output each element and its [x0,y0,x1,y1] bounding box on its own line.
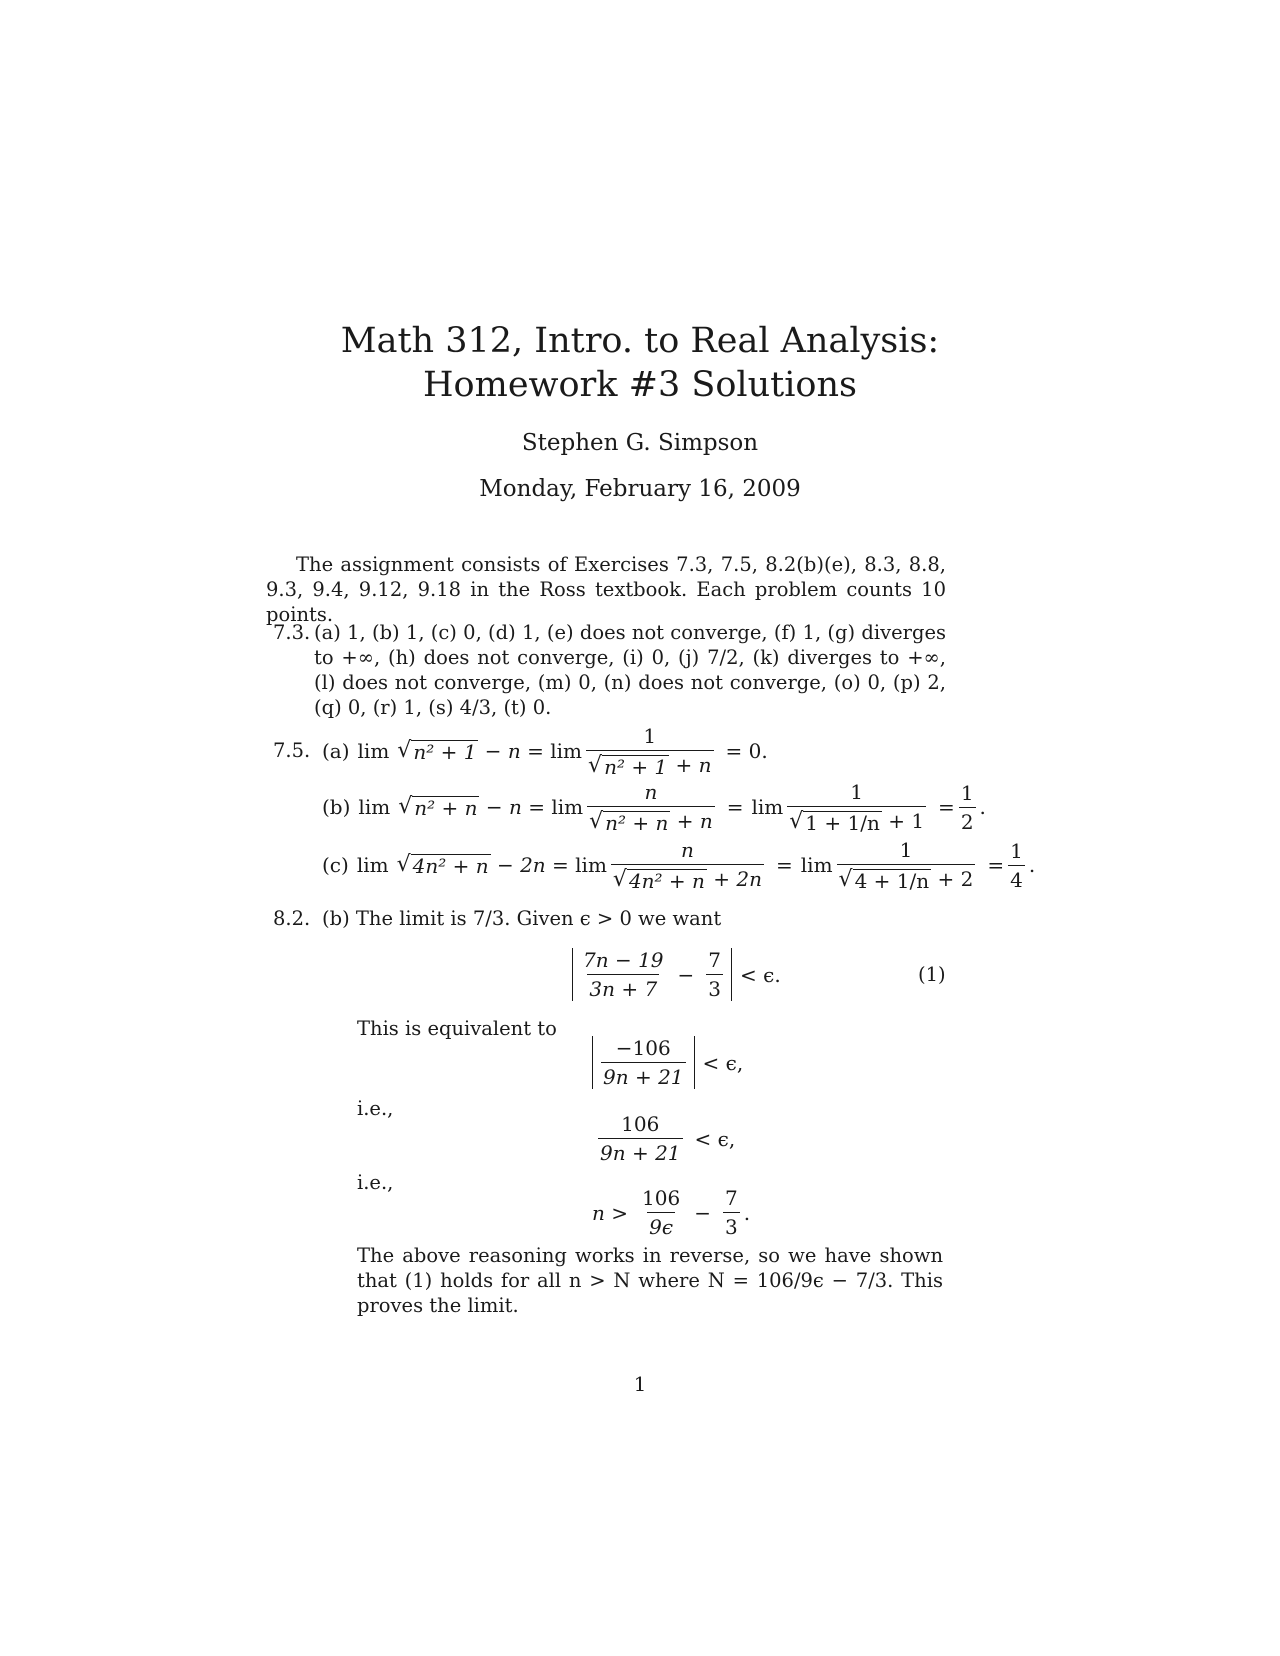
fraction: 1 √ 1 + 1/n + 1 [789,780,925,835]
equals: = [726,795,744,819]
equation-1 [572,948,781,1001]
equals: = [938,795,955,819]
lim-label: lim [551,795,584,819]
ex-7-5-b [322,780,986,834]
expr-rest: − 2n = [490,853,576,877]
ie-text-1: i.e., [357,1097,394,1120]
ex-7-5-c-tag: (c) [322,853,349,877]
fraction: n √ n² + n + n [589,780,713,835]
title-line-1: Math 312, Intro. to Real Analysis: [340,321,940,361]
page-number: 1 [633,1372,647,1396]
rhs: < ϵ. [740,962,781,987]
rhs: < ϵ, [694,1126,736,1151]
title-line-2: Homework #3 Solutions [423,365,857,405]
fraction: $\frac{1}{2}$ [960,780,974,834]
expr-rest: − n = [478,739,551,763]
lhs: n > [592,1200,628,1225]
fraction: $\frac{1}{4}$ [1010,838,1023,892]
ex-7-3-text: (a) 1, (b) 1, (c) 0, (d) 1, (e) does not converge, (f) 1, (g) diverges to +∞, (h) does not converge, (i) 0, (j) 7/2, (k) diverges to +∞, (l) does not converge, (m) 0, (n) does not converge, (o) 0, (p) 2, (q) 0, (r) 1, (s) 4/3, (t) 0. [314,621,946,719]
lim-label: lim [356,853,389,877]
ex-7-5-b-tag: (b) [322,795,351,819]
ie-text-2: i.e., [357,1171,394,1194]
ex-7-5-a [322,724,768,778]
absolute-value: $\frac{7n - 19}{3n + 7}$ − $\frac{7}{3}$ [572,948,732,1001]
expr-rest: − n = [479,795,552,819]
lim-label: lim [575,853,607,877]
sqrt-expression: √ n² + n [398,793,478,820]
lim-label: lim [751,795,784,819]
fraction: 1 √ n² + 1 + n [588,724,712,779]
equivalent-text: This is equivalent to [357,1017,557,1040]
intro-paragraph: The assignment consists of Exercises 7.3, 7.5, 8.2(b)(e), 8.3, 8.8, 9.3, 9.4, 9.12, 9.18 in the Ross textbook. Each problem counts 10 points. [266,553,946,626]
equals: = [776,853,793,877]
rhs: < ϵ, [702,1050,744,1075]
ex-7-5-c [322,838,1035,892]
ex-8-2-label: 8.2. [273,907,311,930]
ex-7-3-label: 7.3. [273,621,311,644]
sqrt-expression: √ n² + 1 [397,737,477,764]
absolute-value: $\frac{-106}{9n + 21}$ [592,1036,695,1089]
period: . [1028,853,1036,877]
ex-7-5-a-tag: (a) [322,739,350,763]
sqrt-expression: √ 4n² + n [396,851,489,878]
conclusion: The above reasoning works in reverse, so we have shown that (1) holds for all n > N where N = 106/9ϵ − 7/3. This proves the limit. [357,1244,943,1317]
equation-number: (1) [918,963,946,986]
date: Monday, February 16, 2009 [479,476,801,502]
result: = 0. [725,739,768,763]
fraction: 1 √ 4 + 1/n + 2 [838,838,974,893]
ex-8-2-intro: (b) The limit is 7/3. Given ϵ > 0 we want [322,907,722,930]
equation-4: n > $\frac{106}{9\epsilon}$ − $\frac{7}{3}$ . [592,1186,751,1239]
period: . [743,1200,751,1225]
lim-label: lim [800,853,833,877]
equation-2 [592,1036,743,1089]
fraction: n √ 4n² + n + 2n [612,838,763,893]
ex-7-5-label: 7.5. [273,739,311,762]
lim-label: lim [550,739,583,763]
lim-label: lim [357,739,390,763]
lim-label: lim [358,795,391,819]
author: Stephen G. Simpson [521,430,759,456]
equation-3: $\frac{106}{9n + 21}$ < ϵ, [600,1112,736,1165]
period: . [979,795,986,819]
equals: = [987,853,1005,877]
